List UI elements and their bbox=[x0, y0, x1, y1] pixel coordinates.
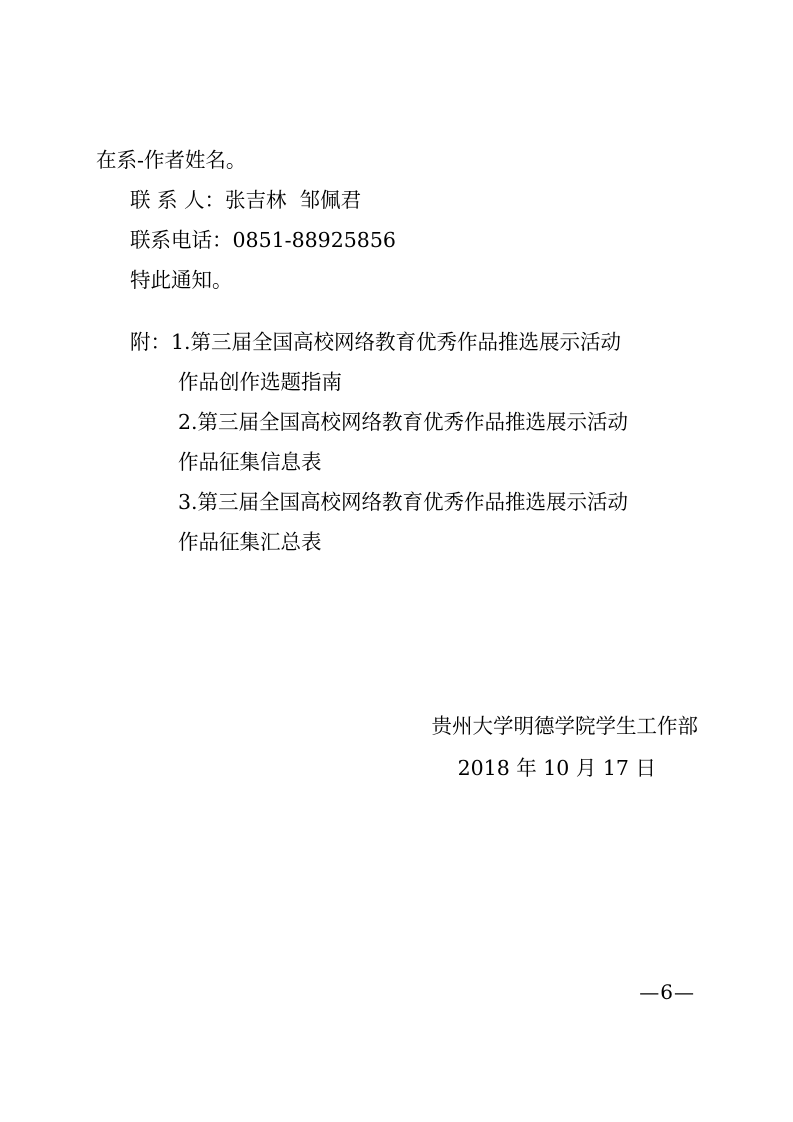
attachment-item-line bbox=[96, 322, 716, 362]
signature-date: 2018 年 10 月 17 日 bbox=[457, 756, 656, 780]
paragraph-line: 联 系 人：张吉林 邹佩君 bbox=[130, 188, 362, 212]
paragraph-line: 联系电话：0851-88925856 bbox=[130, 228, 396, 252]
attachment-item-1-first: 1.第三届全国高校网络教育优秀作品推选展示活动 bbox=[171, 330, 622, 354]
paragraph-line: 特此通知。 bbox=[130, 268, 233, 292]
attachment-item-3-first: 3.第三届全国高校网络教育优秀作品推选展示活动 bbox=[178, 490, 629, 514]
attachment-item-1-second: 作品创作选题指南 bbox=[178, 370, 342, 394]
attachment-list bbox=[96, 322, 716, 562]
paragraph-line: 在系-作者姓名。 bbox=[96, 148, 247, 172]
page-number: —6— bbox=[639, 980, 695, 1004]
attachment-item-3-second: 作品征集汇总表 bbox=[178, 530, 322, 554]
signature-organization: 贵州大学明德学院学生工作部 bbox=[431, 714, 698, 738]
attachment-label: 附： bbox=[130, 330, 171, 354]
signature-block bbox=[96, 705, 716, 789]
attachment-item-2-second: 作品征集信息表 bbox=[178, 450, 322, 474]
document-body bbox=[96, 140, 716, 562]
attachment-item-2-first: 2.第三届全国高校网络教育优秀作品推选展示活动 bbox=[178, 410, 629, 434]
